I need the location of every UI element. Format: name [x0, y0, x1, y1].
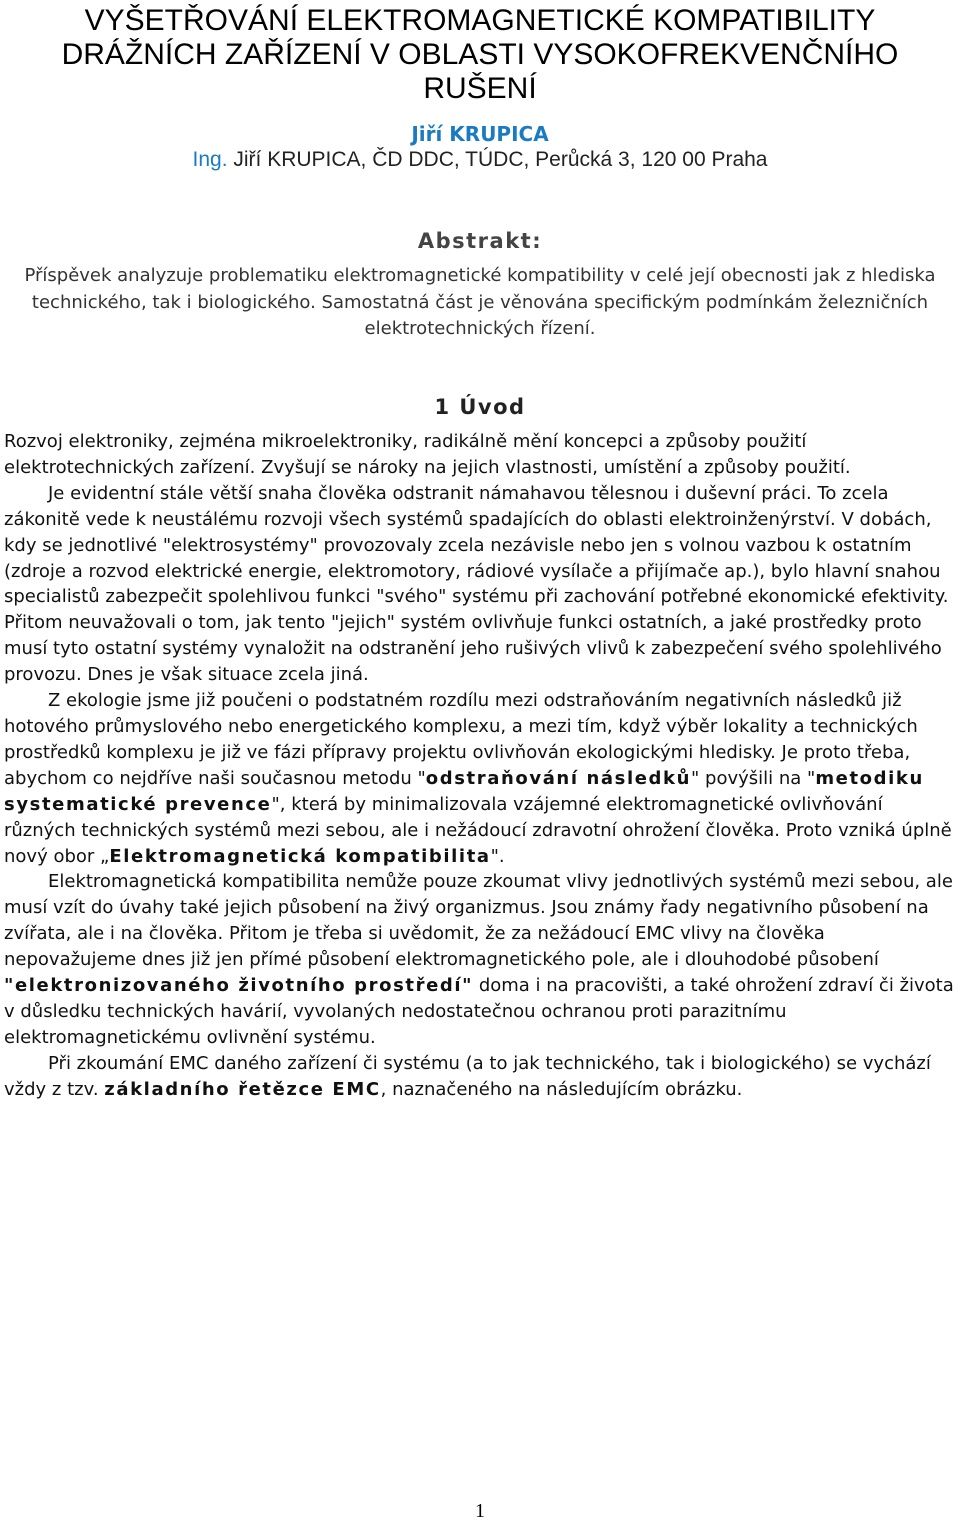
emphasis-emc: Elektromagnetická kompatibilita — [109, 845, 491, 867]
section-heading: 1 Úvod — [434, 395, 526, 419]
paragraph-4-text-c: doma i na pracovišti, a také ohrožení zdraví či života v důsledku technických havárií, vyvolaných nedostatečnou ochranou proti parazitnímu elektromagnetickému ovlivnění systému. — [4, 975, 954, 1048]
paragraph-3-text-c: " povýšili na " — [691, 767, 816, 789]
paragraph-1: Rozvoj elektroniky, zejména mikroelektroniky, radikálně mění koncepci a způsoby použití elektrotechnických zařízení. Zvyšují se nároky na jejich vlastnosti, umístění a způsoby použití. — [4, 431, 851, 478]
title-line-3: RUŠENÍ — [423, 72, 537, 105]
paragraph-2: Je evidentní stále větší snaha člověka odstranit námahavou tělesnou i duševní práci. To zcela zákonitě vede k neustálému rozvoji všech systémů spadajících do oblasti elektroinženýrství. V dobách, kdy se jednotlivé "elektrosystémy" provozovaly zcela nezávisle nebo jen s volnou vazbou k ostatním (zdroje a rozvod elektrické energie, elektromotory, rádiové vysílače a přijímače ap.), bylo hlavní snahou specialistů zabezpečit spolehlivou funkci "svého" systému při zachování potřebné ekonomické efektivity. Přitom neuvažovali o tom, jak tento "jejich" systém ovlivňuje funkci ostatních, a jaké prostředky proto musí tyto ostatní systémy vynaložit na odstranění jeho rušivých vlivů k zabezpečení svého spolehlivého provozu. Dnes je však situace zcela jiná. — [4, 482, 949, 686]
abstract-heading: Abstrakt: — [417, 229, 543, 253]
page-number: 1 — [475, 1500, 485, 1522]
title-line-2: DRÁŽNÍCH ZAŘÍZENÍ V OBLASTI VYSOKOFREKVENČNÍHO — [61, 38, 899, 71]
emphasis-emc-chain: základního řetězce EMC — [104, 1078, 381, 1100]
paragraph-5 — [4, 1051, 958, 1103]
paragraph-3-text-a: Z ekologie jsme již poučeni o podstatném rozdílu mezi odstraňováním negativních následků již hotového průmyslového nebo energetického komplexu, a mezi tím, když výběr lokality a technických prostředků komplexu je již ve fázi přípravy projektu ovlivňován ekologickými hledisky. Je proto třeba, abychom co nejdříve naši současnou metodu " — [4, 690, 918, 789]
emphasis-removal-method: odstraňování následků — [425, 767, 692, 789]
paper-title — [0, 4, 960, 106]
paragraph-4-text-a: Elektromagnetická kompatibilita nemůže pouze zkoumat vlivy jednotlivých systémů mezi sebou, ale musí vzít do úvahy také jejich působení na živý organizmus. Jsou známy řady negativního působení na zvířata, ale i na člověka. Přitom je třeba si uvědomit, že za nežádoucí EMC vlivy na člověka nepovažujeme dnes již jen přímé působení elektromagnetického pole, ale i dlouhodobé působení — [4, 871, 953, 971]
title-line-1: VYŠETŘOVÁNÍ ELEKTROMAGNETICKÉ KOMPATIBILITY — [84, 4, 876, 37]
affiliation-prefix: Ing. — [192, 148, 228, 171]
paragraph-3-text-e: ". — [490, 845, 505, 867]
abstract-part-1: Příspěvek analyzuje problematiku elektromagnetické kompatibility v celé její obecnosti jak z hlediska technického, tak i biologického. — [24, 265, 936, 313]
affiliation-text: Jiří KRUPICA, ČD DDC, TÚDC, Perůcká 3, 120 00 Praha — [233, 148, 768, 171]
affiliation — [0, 148, 960, 172]
paragraph-3-text-d: ", která by minimalizovala vzájemné elektromagnetické ovlivňování různých technických systémů mezi sebou, ale i nežádoucí zdravotní ohrožení člověka. Proto vzniká úplně nový obor „ — [4, 793, 952, 867]
paragraph-5-text-a: Při zkoumání EMC daného zařízení či systému (a to jak technického, tak i biologického) se vychází vždy z tzv. — [4, 1052, 931, 1100]
emphasis-electronized-environment: "elektronizovaného životního prostředí" — [4, 975, 474, 997]
author-name: Jiří KRUPICA — [411, 122, 549, 146]
abstract-text — [4, 263, 956, 343]
section-body — [4, 429, 958, 1103]
emphasis-prevention-method: metodiku systematické prevence — [4, 767, 924, 815]
paragraph-4 — [4, 869, 958, 1050]
paragraph-5-text-c: , naznačeného na následujícím obrázku. — [380, 1078, 743, 1100]
paragraph-3 — [4, 688, 958, 869]
abstract-part-2: Samostatná část je věnována specifickým podmínkám železničních elektrotechnických řízení. — [321, 291, 929, 339]
